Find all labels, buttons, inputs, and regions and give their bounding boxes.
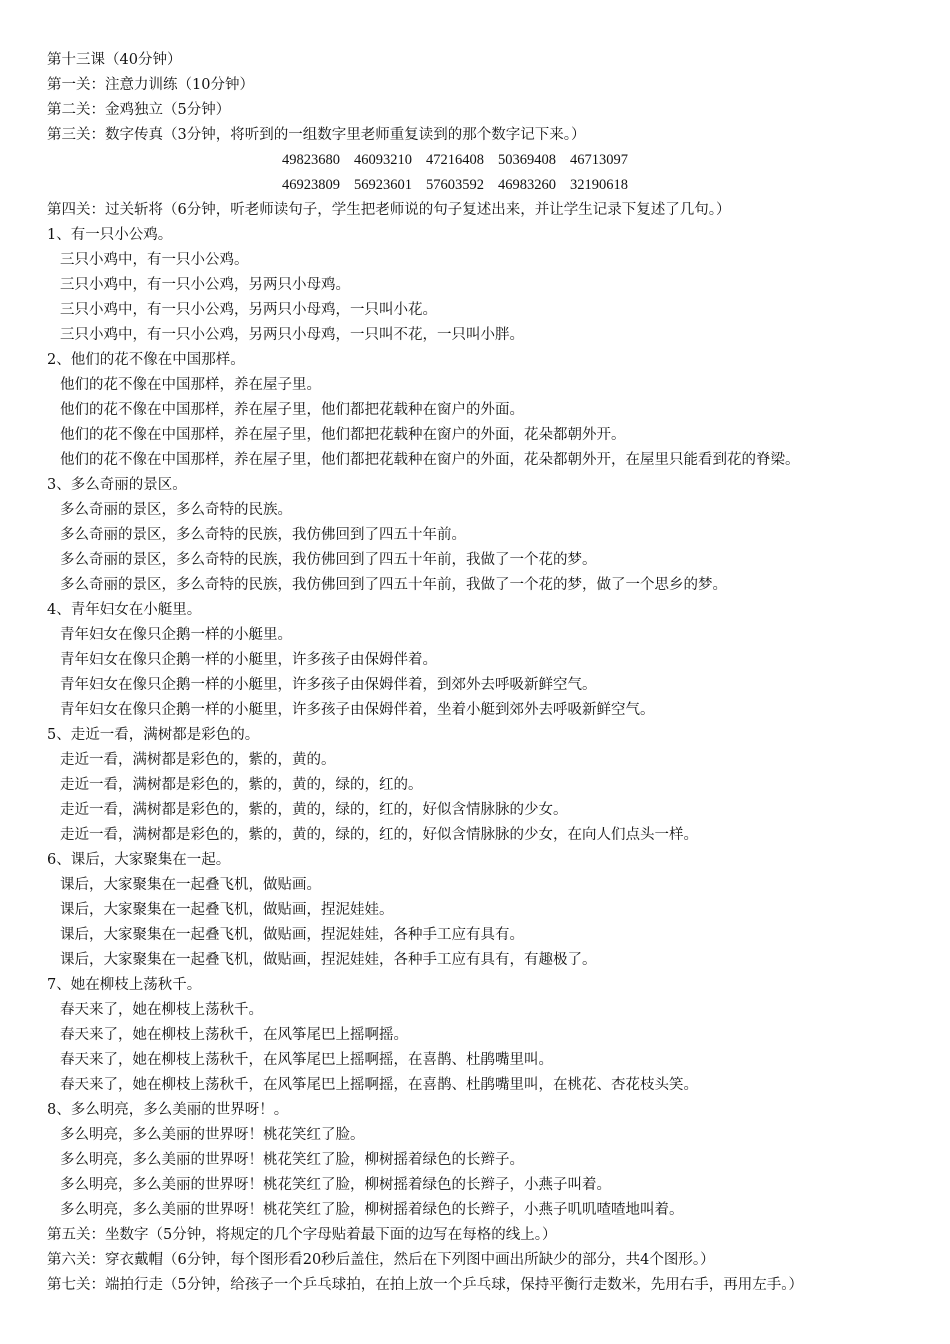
stage-4: 第四关：过关斩将（6分钟，听老师读句子，学生把老师说的句子复述出来，并让学生记录下复述了几句。） bbox=[47, 202, 731, 218]
sentence-line: 三只小鸡中，有一只小公鸡，另两只小母鸡。 bbox=[60, 277, 350, 293]
number: 46093210 bbox=[354, 152, 412, 168]
number: 57603592 bbox=[426, 177, 484, 193]
sentence-line: 多么奇丽的景区，多么奇特的民族，我仿佛回到了四五十年前。 bbox=[60, 527, 466, 543]
group-title: 4、青年妇女在小艇里。 bbox=[47, 602, 202, 618]
sentence-line: 课后，大家聚集在一起叠飞机，做贴画，捏泥娃娃。 bbox=[60, 902, 394, 918]
number: 46923809 bbox=[282, 177, 340, 193]
sentence-line: 多么奇丽的景区，多么奇特的民族。 bbox=[60, 502, 292, 518]
sentence-line: 课后，大家聚集在一起叠飞机，做贴画，捏泥娃娃，各种手工应有具有。 bbox=[60, 927, 524, 943]
sentence-line: 他们的花不像在中国那样，养在屋子里，他们都把花载种在窗户的外面，花朵都朝外开，在屋里只能看到花的脊梁。 bbox=[60, 452, 800, 468]
stage-6: 第六关：穿衣戴帽（6分钟，每个图形看20秒后盖住，然后在下列图中画出所缺少的部分，共4个图形。） bbox=[47, 1252, 715, 1268]
group-title: 6、课后，大家聚集在一起。 bbox=[47, 852, 231, 868]
sentence-line: 三只小鸡中，有一只小公鸡。 bbox=[60, 252, 249, 268]
sentence-line: 多么明亮，多么美丽的世界呀！桃花笑红了脸，柳树摇着绿色的长辫子。 bbox=[60, 1152, 524, 1168]
number-row-2 bbox=[282, 175, 642, 195]
stage-5: 第五关：坐数字（5分钟，将规定的几个字母贴着最下面的边写在每格的线上。） bbox=[47, 1227, 557, 1243]
sentence-line: 走近一看，满树都是彩色的，紫的，黄的。 bbox=[60, 752, 336, 768]
sentence-line: 春天来了，她在柳枝上荡秋千，在风筝尾巴上摇啊摇，在喜鹊、杜鹃嘴里叫。 bbox=[60, 1052, 553, 1068]
sentence-line: 青年妇女在像只企鹅一样的小艇里，许多孩子由保姆伴着。 bbox=[60, 652, 437, 668]
sentence-line: 他们的花不像在中国那样，养在屋子里。 bbox=[60, 377, 321, 393]
number: 32190618 bbox=[570, 177, 628, 193]
sentence-line: 多么明亮，多么美丽的世界呀！桃花笑红了脸。 bbox=[60, 1127, 365, 1143]
lesson-title: 第十三课（40分钟） bbox=[47, 52, 182, 68]
sentence-line: 多么奇丽的景区，多么奇特的民族，我仿佛回到了四五十年前，我做了一个花的梦，做了一个思乡的梦。 bbox=[60, 577, 727, 593]
sentence-line: 走近一看，满树都是彩色的，紫的，黄的，绿的，红的，好似含情脉脉的少女，在向人们点头一样。 bbox=[60, 827, 698, 843]
sentence-line: 他们的花不像在中国那样，养在屋子里，他们都把花载种在窗户的外面。 bbox=[60, 402, 524, 418]
sentence-line: 课后，大家聚集在一起叠飞机，做贴画，捏泥娃娃，各种手工应有具有，有趣极了。 bbox=[60, 952, 597, 968]
number: 50369408 bbox=[498, 152, 556, 168]
sentence-line: 青年妇女在像只企鹅一样的小艇里。 bbox=[60, 627, 292, 643]
group-title: 5、走近一看，满树都是彩色的。 bbox=[47, 727, 260, 743]
sentence-line: 多么奇丽的景区，多么奇特的民族，我仿佛回到了四五十年前，我做了一个花的梦。 bbox=[60, 552, 597, 568]
stage-3: 第三关：数字传真（3分钟，将听到的一组数字里老师重复读到的那个数字记下来。） bbox=[47, 127, 586, 143]
sentence-line: 青年妇女在像只企鹅一样的小艇里，许多孩子由保姆伴着，到郊外去呼吸新鲜空气。 bbox=[60, 677, 597, 693]
group-title: 3、多么奇丽的景区。 bbox=[47, 477, 187, 493]
number: 49823680 bbox=[282, 152, 340, 168]
number-row-1 bbox=[282, 150, 642, 170]
group-title: 2、他们的花不像在中国那样。 bbox=[47, 352, 245, 368]
sentence-line: 春天来了，她在柳枝上荡秋千，在风筝尾巴上摇啊摇。 bbox=[60, 1027, 408, 1043]
number: 46983260 bbox=[498, 177, 556, 193]
sentence-line: 三只小鸡中，有一只小公鸡，另两只小母鸡，一只叫不花，一只叫小胖。 bbox=[60, 327, 524, 343]
sentence-line: 春天来了，她在柳枝上荡秋千，在风筝尾巴上摇啊摇，在喜鹊、杜鹃嘴里叫，在桃花、杏花枝头笑。 bbox=[60, 1077, 698, 1093]
sentence-line: 走近一看，满树都是彩色的，紫的，黄的，绿的，红的，好似含情脉脉的少女。 bbox=[60, 802, 568, 818]
sentence-line: 春天来了，她在柳枝上荡秋千。 bbox=[60, 1002, 263, 1018]
group-title: 1、有一只小公鸡。 bbox=[47, 227, 173, 243]
stage-2: 第二关：金鸡独立（5分钟） bbox=[47, 102, 231, 118]
sentence-line: 课后，大家聚集在一起叠飞机，做贴画。 bbox=[60, 877, 321, 893]
number: 46713097 bbox=[570, 152, 628, 168]
sentence-line: 走近一看，满树都是彩色的，紫的，黄的，绿的，红的。 bbox=[60, 777, 423, 793]
number: 47216408 bbox=[426, 152, 484, 168]
sentence-line: 多么明亮，多么美丽的世界呀！桃花笑红了脸，柳树摇着绿色的长辫子，小燕子叫着。 bbox=[60, 1177, 611, 1193]
number: 56923601 bbox=[354, 177, 412, 193]
group-title: 8、多么明亮，多么美丽的世界呀！。 bbox=[47, 1102, 289, 1118]
sentence-line: 多么明亮，多么美丽的世界呀！桃花笑红了脸，柳树摇着绿色的长辫子，小燕子叽叽喳喳地叫着。 bbox=[60, 1202, 684, 1218]
sentence-line: 青年妇女在像只企鹅一样的小艇里，许多孩子由保姆伴着，坐着小艇到郊外去呼吸新鲜空气。 bbox=[60, 702, 655, 718]
sentence-line: 他们的花不像在中国那样，养在屋子里，他们都把花载种在窗户的外面，花朵都朝外开。 bbox=[60, 427, 626, 443]
stage-1: 第一关：注意力训练（10分钟） bbox=[47, 77, 254, 93]
sentence-line: 三只小鸡中，有一只小公鸡，另两只小母鸡，一只叫小花。 bbox=[60, 302, 437, 318]
group-title: 7、她在柳枝上荡秋千。 bbox=[47, 977, 202, 993]
stage-7: 第七关：端拍行走（5分钟，给孩子一个乒乓球拍，在拍上放一个乒乓球，保持平衡行走数米，先用右手，再用左手。） bbox=[47, 1277, 803, 1293]
